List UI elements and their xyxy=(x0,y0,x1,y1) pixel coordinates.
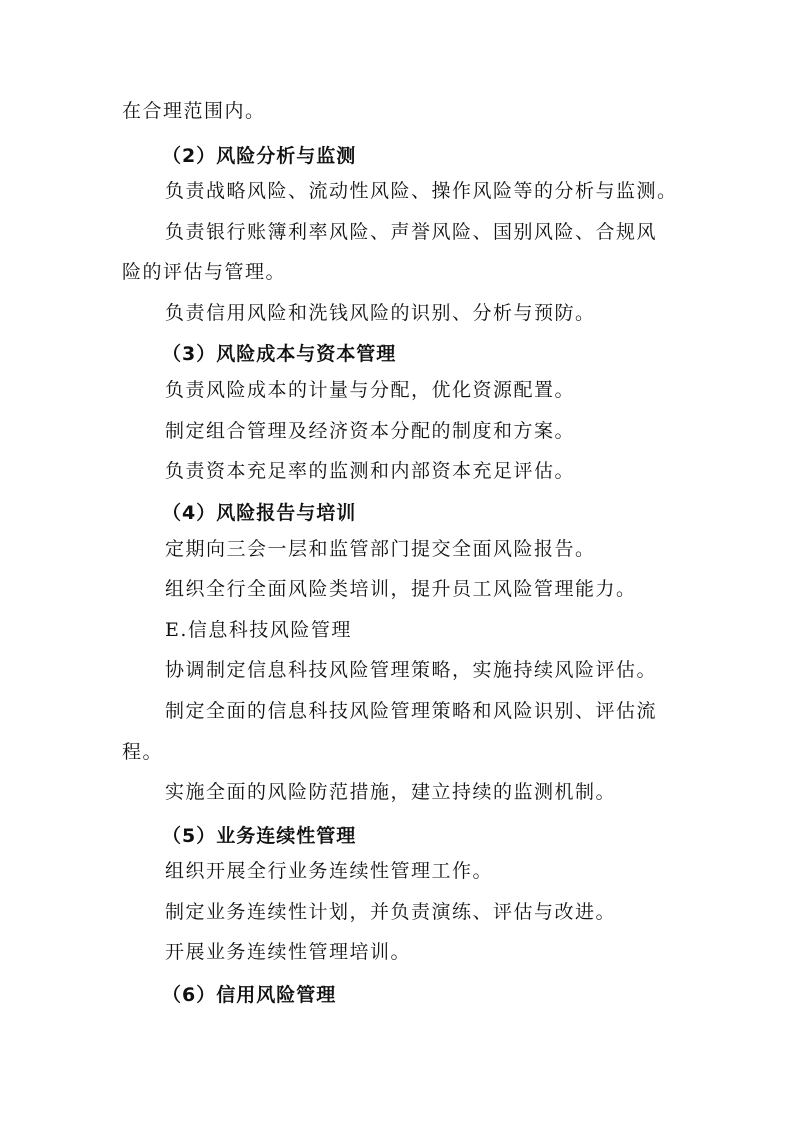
paragraph-line: 制定业务连续性计划，并负责演练、评估与改进。 xyxy=(165,901,617,923)
paragraph-line: 定期向三会一层和监管部门提交全面风险报告。 xyxy=(165,538,596,560)
paragraph-line: 险的评估与管理。 xyxy=(122,261,287,283)
paragraph-line: 负责银行账簿利率风险、声誉风险、国别风险、合规风 xyxy=(165,221,658,243)
paragraph-line: 制定组合管理及经济资本分配的制度和方案。 xyxy=(165,420,576,442)
paragraph-line: 程。 xyxy=(122,741,164,763)
paragraph-line: 协调制定信息科技风险管理策略，实施持续风险评估。 xyxy=(165,659,658,681)
paragraph-line: 负责战略风险、流动性风险、操作风险等的分析与监测。 xyxy=(165,180,678,202)
paragraph-line: 负责资本充足率的监测和内部资本充足评估。 xyxy=(165,460,576,482)
section-heading: （5）业务连续性管理 xyxy=(162,825,357,847)
paragraph-line: 在合理范围内。 xyxy=(122,100,266,122)
paragraph-line: 组织开展全行业务连续性管理工作。 xyxy=(165,860,494,882)
paragraph-line: 负责信用风险和洗钱风险的识别、分析与预防。 xyxy=(165,302,596,324)
section-heading: （3）风险成本与资本管理 xyxy=(162,343,397,365)
section-heading: （4）风险报告与培训 xyxy=(162,502,357,524)
paragraph-line: 制定全面的信息科技风险管理策略和风险识别、评估流 xyxy=(165,700,658,722)
paragraph-line: 实施全面的风险防范措施，建立持续的监测机制。 xyxy=(165,781,617,803)
section-heading: （2）风险分析与监测 xyxy=(162,145,357,167)
paragraph-line: 负责风险成本的计量与分配，优化资源配置。 xyxy=(165,379,576,401)
paragraph-line: 组织全行全面风险类培训，提升员工风险管理能力。 xyxy=(165,578,637,600)
paragraph-line: 开展业务连续性管理培训。 xyxy=(165,941,412,963)
section-heading: （6）信用风险管理 xyxy=(162,984,337,1006)
paragraph-line: E.信息科技风险管理 xyxy=(165,619,352,641)
